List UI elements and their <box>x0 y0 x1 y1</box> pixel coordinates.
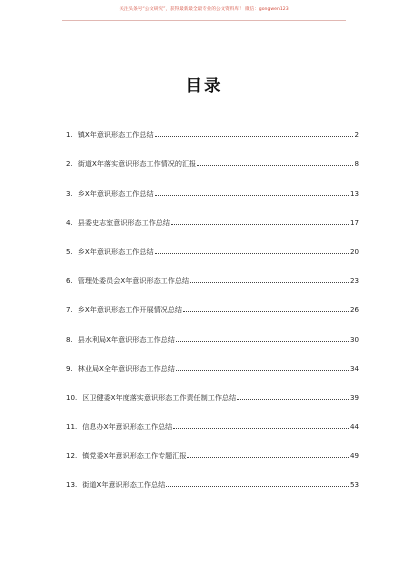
toc-entry-number: 3. <box>66 188 73 198</box>
toc-dot-leader <box>176 370 349 371</box>
toc-dot-leader <box>176 341 349 342</box>
toc-entry[interactable] <box>66 285 359 314</box>
toc-entry-page: 44 <box>349 422 359 432</box>
page-title: 目录 <box>185 76 223 95</box>
toc-dot-leader <box>155 136 354 137</box>
table-of-contents <box>66 110 359 489</box>
toc-entry-number: 8. <box>66 334 73 344</box>
toc-dot-leader <box>187 457 349 458</box>
toc-entry-number: 9. <box>66 363 73 373</box>
toc-entry-number: 4. <box>66 217 73 227</box>
toc-entry-number: 10. <box>66 392 78 402</box>
toc-entry-page: 34 <box>349 363 359 373</box>
toc-dot-leader <box>190 282 349 283</box>
toc-entry-title: 乡X年意识形态工作开展情况总结 <box>77 305 182 315</box>
toc-entry-title: 街道X年意识形态工作总结 <box>82 480 166 490</box>
toc-dot-leader <box>155 253 349 254</box>
toc-entry-title: 信息办X年意识形态工作总结 <box>82 422 173 432</box>
toc-entry-number: 5. <box>66 246 73 256</box>
toc-dot-leader <box>173 428 349 429</box>
toc-entry-title: 县委史志室意识形态工作总结 <box>77 217 170 227</box>
toc-entry-title: 镇X年意识形态工作总结 <box>77 130 154 140</box>
toc-entry-title: 乡X年意识形态工作总结 <box>77 188 154 198</box>
toc-entry[interactable] <box>66 460 359 489</box>
toc-entry[interactable] <box>66 139 359 168</box>
toc-dot-leader <box>155 195 349 196</box>
toc-dot-leader <box>183 311 349 312</box>
toc-entry-page: 49 <box>349 451 359 461</box>
toc-entry-title: 街道X年落实意识形态工作情况的汇报 <box>77 159 197 169</box>
toc-entry-number: 7. <box>66 305 73 315</box>
toc-entry-page: 53 <box>349 480 359 490</box>
toc-entry-number: 11. <box>66 422 78 432</box>
toc-entry[interactable] <box>66 227 359 256</box>
toc-entry-number: 1. <box>66 130 73 140</box>
header-note: 关注头条号“公文研究”，获得最新最全最专业的公文资料库！ 微信：gongwen123 <box>119 7 289 12</box>
toc-dot-leader <box>197 165 353 166</box>
toc-entry-page: 30 <box>349 334 359 344</box>
toc-entry[interactable] <box>66 256 359 285</box>
toc-entry[interactable] <box>66 344 359 373</box>
toc-entry-number: 2. <box>66 159 73 169</box>
toc-entry-page: 13 <box>349 188 359 198</box>
toc-dot-leader <box>166 486 349 487</box>
toc-entry-number: 6. <box>66 276 73 286</box>
toc-entry[interactable] <box>66 198 359 227</box>
toc-dot-leader <box>171 224 349 225</box>
toc-entry-page: 8 <box>354 159 359 169</box>
toc-entry-page: 39 <box>349 392 359 402</box>
toc-entry-title: 镇党委X年意识形态工作专题汇报 <box>82 451 187 461</box>
toc-entry-page: 17 <box>349 217 359 227</box>
toc-entry[interactable] <box>66 431 359 460</box>
toc-entry[interactable] <box>66 110 359 139</box>
toc-entry-page: 23 <box>349 276 359 286</box>
toc-entry-number: 13. <box>66 480 78 490</box>
toc-entry-page: 20 <box>349 246 359 256</box>
toc-entry-page: 26 <box>349 305 359 315</box>
toc-entry-title: 管理处委员会X年意识形态工作总结 <box>77 276 190 286</box>
toc-entry[interactable] <box>66 373 359 402</box>
header-divider <box>62 20 346 21</box>
toc-entry[interactable] <box>66 402 359 431</box>
toc-entry-title: 县水利局X年意识形态工作总结 <box>77 334 175 344</box>
toc-entry-title: 林业局X全年意识形态工作总结 <box>77 363 175 373</box>
toc-entry[interactable] <box>66 168 359 197</box>
toc-entry-page: 2 <box>354 130 359 140</box>
toc-entry-number: 12. <box>66 451 78 461</box>
toc-entry-title: 乡X年意识形态工作总结 <box>77 246 154 256</box>
toc-entry[interactable] <box>66 314 359 343</box>
toc-entry-title: 区卫健委X年度落实意识形态工作责任制工作总结 <box>82 392 237 402</box>
toc-dot-leader <box>237 399 349 400</box>
